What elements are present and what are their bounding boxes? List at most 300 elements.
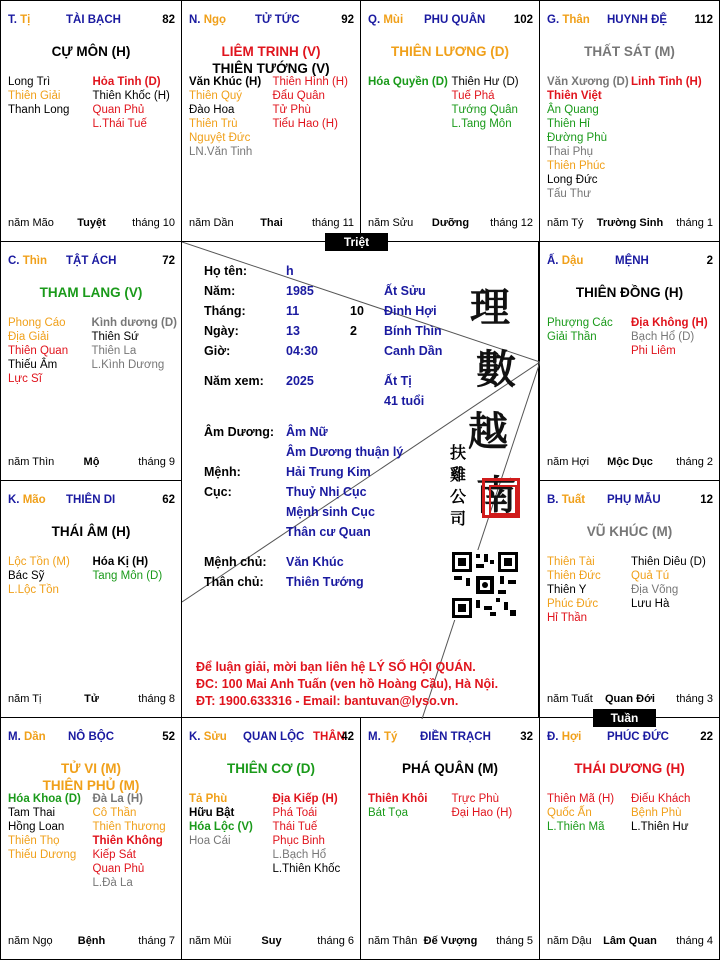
minor-star: Thiên Trù	[189, 118, 238, 130]
main-star: THẤT SÁT (M)	[584, 44, 675, 59]
palace-name: QUAN LỘC	[243, 731, 305, 743]
minor-star: L.Thiên Mã	[547, 821, 605, 833]
minor-star: Bạch Hổ (D)	[631, 331, 695, 343]
minor-star: Phá Toái	[272, 807, 318, 819]
palace-quan-loc[interactable]	[181, 717, 361, 960]
menh-chu-label: Mệnh chủ:	[204, 555, 267, 569]
qr-code[interactable]	[450, 550, 520, 620]
minor-star: Địa Võng	[631, 584, 679, 596]
minor-star: L.Kình Dương	[91, 359, 165, 371]
main-star: VŨ KHÚC (M)	[586, 524, 673, 539]
day-value: 13	[286, 324, 300, 338]
main-stars	[1, 523, 181, 540]
palace-footer	[547, 935, 713, 949]
palace-number: 102	[513, 14, 533, 26]
palace-stage: Mộc Dục	[607, 456, 653, 468]
minor-star: Kình dương (D)	[91, 317, 177, 329]
minor-star: Hóa Quyền (D)	[368, 76, 448, 88]
minor-star: Thiên Diêu (D)	[631, 556, 706, 568]
main-stars	[540, 284, 719, 301]
palace-footer	[8, 456, 175, 470]
minor-stars	[547, 555, 715, 625]
right-star-column	[273, 792, 357, 876]
main-stars	[1, 284, 181, 301]
palace-name: PHỤ MẪU	[607, 494, 661, 506]
minor-star: Địa Kiếp (H)	[272, 793, 338, 805]
name-value: h	[286, 264, 294, 278]
minor-star: Thiên Quý	[189, 90, 243, 102]
palace-header	[189, 14, 354, 30]
main-stars	[361, 43, 539, 60]
palace-phu-quan[interactable]	[360, 0, 540, 242]
palace-year: năm Tuất	[547, 693, 593, 705]
logo-char-3: 越	[468, 408, 508, 455]
palace-month: tháng 3	[676, 693, 713, 705]
minor-stars	[8, 75, 177, 131]
minor-star: L.Đà La	[92, 877, 133, 889]
palace-header	[8, 255, 175, 271]
logo-char-2: 數	[476, 346, 516, 393]
contact-line-1: Để luận giải, mời bạn liên hệ LÝ SỐ HỘI QUÁN.	[196, 660, 476, 674]
main-star: THIÊN TƯỚNG (V)	[212, 61, 330, 76]
right-star-column	[93, 75, 178, 131]
palace-month: tháng 7	[138, 935, 175, 947]
palace-stage: Tuyệt	[77, 217, 106, 229]
palace-branch: B. Tuất	[547, 494, 586, 506]
year-value: 1985	[286, 284, 314, 298]
minor-star: Thiên Đức	[547, 570, 601, 582]
minor-star: Hỉ Thần	[547, 612, 588, 624]
main-stars	[182, 760, 360, 777]
minor-star: Giải Thần	[547, 331, 597, 343]
main-stars	[540, 760, 719, 777]
palace-name: ĐIỀN TRẠCH	[420, 731, 491, 743]
palace-number: 52	[162, 731, 175, 743]
cuc-label: Cục:	[204, 485, 232, 499]
palace-menh[interactable]	[539, 241, 720, 481]
minor-star: Thiên Y	[547, 584, 587, 596]
palace-thien-di[interactable]	[0, 480, 182, 718]
minor-star: Thái Tuế	[272, 821, 318, 833]
right-star-column	[93, 792, 178, 890]
palace-stage: Suy	[261, 935, 282, 947]
minor-star: Phúc Đức	[547, 598, 599, 610]
palace-than-marker: THÂN	[313, 731, 345, 743]
palace-header	[8, 14, 175, 30]
left-star-column	[189, 792, 273, 876]
minor-star: Thiên Hình (H)	[272, 76, 348, 88]
left-star-column	[547, 75, 631, 201]
tuan-marker: Tuần	[593, 709, 656, 727]
palace-header	[368, 731, 533, 747]
minor-stars	[8, 316, 177, 386]
minor-star: Tang Môn (D)	[92, 570, 163, 582]
minor-star: Thiên La	[91, 345, 137, 357]
minor-star: L.Bạch Hổ	[272, 849, 327, 861]
left-star-column	[368, 75, 452, 131]
minor-star: Quan Phủ	[92, 863, 145, 875]
view-year-canchi: Ất Tị	[384, 374, 412, 388]
palace-year: năm Mùi	[189, 935, 232, 947]
menh-value: Hải Trung Kim	[286, 465, 371, 479]
contact-address: ĐC: 100 Mai Anh Tuấn (ven hồ Hoàng Cầu), Hà Nội.	[196, 677, 499, 691]
minor-star: Phong Cáo	[8, 317, 66, 329]
triet-marker: Triệt	[325, 233, 388, 251]
palace-branch: M. Tý	[368, 731, 398, 743]
left-star-column	[8, 555, 93, 597]
am-duong-value: Âm Nữ	[286, 425, 328, 439]
minor-star: Tả Phù	[189, 793, 228, 805]
main-star: THIÊN PHỦ (M)	[42, 778, 140, 793]
palace-stage: Tử	[84, 693, 99, 705]
minor-star: Thanh Long	[8, 104, 70, 116]
palace-footer	[547, 456, 713, 470]
day-label: Ngày:	[204, 324, 239, 338]
contact-phone-email[interactable]: ĐT: 1900.633316 - Email: bantuvan@lyso.vn.	[196, 694, 459, 708]
seal-char-2: 雞	[450, 465, 467, 484]
palace-huynh-de[interactable]	[539, 0, 720, 242]
than-chu-value: Thiên Tướng	[286, 575, 364, 589]
palace-footer	[8, 935, 175, 949]
minor-star: Bát Tọa	[368, 807, 409, 819]
minor-star: Thai Phụ	[547, 146, 594, 158]
minor-star: Tiểu Hao (H)	[272, 118, 338, 130]
day-canchi: Bính Thìn	[384, 324, 442, 338]
main-star: THÁI ÂM (H)	[51, 524, 131, 539]
minor-star: Thiên Mã (H)	[547, 793, 615, 805]
minor-star: Địa Không (H)	[631, 317, 708, 329]
palace-month: tháng 11	[311, 217, 354, 229]
palace-tai-bach[interactable]	[0, 0, 182, 242]
main-stars	[182, 43, 360, 77]
minor-star: Trực Phù	[451, 793, 500, 805]
right-star-column	[93, 555, 178, 597]
minor-star: Địa Giải	[8, 331, 49, 343]
palace-year: năm Thìn	[8, 456, 55, 468]
center-info-panel	[181, 241, 539, 718]
palace-number: 62	[162, 494, 175, 506]
palace-header	[547, 731, 713, 747]
minor-star: Văn Xương (D)	[547, 76, 629, 88]
palace-stage: Trường Sinh	[596, 217, 664, 229]
palace-month: tháng 6	[317, 935, 354, 947]
palace-number: 42	[341, 731, 354, 743]
minor-star: Phượng Các	[547, 317, 613, 329]
logo-char-1: 理	[470, 284, 510, 331]
minor-star: Long Trì	[8, 76, 51, 88]
palace-footer	[189, 217, 354, 231]
right-star-column	[452, 75, 536, 131]
seal-small-chars	[450, 442, 470, 530]
palace-footer	[368, 935, 533, 949]
minor-star: Hóa Khoa (D)	[8, 793, 81, 805]
palace-stage: Lâm Quan	[603, 935, 657, 947]
palace-stage: Thai	[260, 217, 283, 229]
minor-star: LN.Văn Tinh	[189, 146, 253, 158]
main-star: CỰ MÔN (H)	[51, 44, 131, 59]
minor-star: Thiên Tài	[547, 556, 595, 568]
minor-star: L.Thiên Khốc	[272, 863, 341, 875]
main-stars	[1, 760, 181, 794]
main-star: THIÊN CƠ (D)	[226, 761, 315, 776]
hour-label: Giờ:	[204, 344, 231, 358]
palace-month: tháng 4	[676, 935, 713, 947]
logo-char-4: 南	[476, 472, 516, 519]
day-lunar: 2	[350, 324, 357, 338]
minor-star: L.Lộc Tồn	[8, 584, 59, 596]
palace-branch: K. Mão	[8, 494, 46, 506]
left-star-column	[368, 792, 452, 820]
palace-name: TẬT ÁCH	[66, 255, 117, 267]
minor-star: Điếu Khách	[631, 793, 691, 805]
minor-stars	[189, 792, 356, 876]
minor-star: Thiên Không	[92, 835, 163, 847]
palace-phu-mau[interactable]	[539, 480, 720, 718]
palace-name: PHÚC ĐỨC	[607, 731, 669, 743]
palace-name: TÀI BẠCH	[66, 14, 121, 26]
palace-header	[8, 731, 175, 747]
main-star: LIÊM TRINH (V)	[221, 44, 321, 59]
palace-number: 12	[700, 494, 713, 506]
red-seal-stamp	[482, 478, 520, 518]
seal-char-3: 公	[450, 487, 467, 506]
month-label: Tháng:	[204, 304, 246, 318]
palace-header	[368, 14, 533, 30]
year-canchi: Ất Sửu	[384, 284, 426, 298]
minor-star: Thiên Sứ	[91, 331, 139, 343]
month-canchi: Đinh Hợi	[384, 304, 437, 318]
minor-star: Thiên Thọ	[8, 835, 60, 847]
right-star-column	[631, 555, 715, 625]
palace-stage: Đế Vượng	[423, 935, 478, 947]
cuc-value: Thuỷ Nhị Cục	[286, 485, 367, 499]
palace-number: 82	[162, 14, 175, 26]
palace-year: năm Mão	[8, 217, 54, 229]
palace-number: 22	[700, 731, 713, 743]
minor-star: Hóa Lộc (V)	[189, 821, 253, 833]
palace-branch: G. Thân	[547, 14, 590, 26]
minor-stars	[547, 75, 715, 201]
minor-star: Thiên Quan	[8, 345, 69, 357]
minor-star: Đại Hao (H)	[451, 807, 513, 819]
palace-footer	[547, 217, 713, 231]
palace-year: năm Dậu	[547, 935, 592, 947]
palace-year: năm Dần	[189, 217, 234, 229]
minor-star: Thiên Khốc (H)	[92, 90, 170, 102]
minor-star: Đào Hoa	[189, 104, 235, 116]
minor-star: Tam Thai	[8, 807, 56, 819]
left-star-column	[547, 316, 631, 358]
left-star-column	[8, 316, 92, 386]
right-star-column	[631, 316, 715, 358]
menh-chu-value: Văn Khúc	[286, 555, 344, 569]
minor-star: Quan Phủ	[92, 104, 145, 116]
minor-stars	[8, 792, 177, 890]
palace-branch: Đ. Hợi	[547, 731, 582, 743]
palace-header	[547, 494, 713, 510]
minor-star: Thiên Hư (D)	[451, 76, 519, 88]
palace-month: tháng 9	[138, 456, 175, 468]
year-label: Năm:	[204, 284, 236, 298]
palace-tu-tuc[interactable]	[181, 0, 361, 242]
palace-stage: Mộ	[83, 456, 100, 468]
main-star: THIÊN LƯƠNG (D)	[391, 44, 509, 59]
minor-star: Bác Sỹ	[8, 570, 45, 582]
menh-label: Mệnh:	[204, 465, 241, 479]
palace-header	[547, 255, 713, 271]
palace-stage: Quan Đới	[605, 693, 655, 705]
seal-char-4: 司	[450, 509, 467, 528]
main-stars	[540, 43, 719, 60]
palace-name: MỆNH	[615, 255, 649, 267]
minor-stars	[547, 316, 715, 358]
palace-no-boc[interactable]	[0, 717, 182, 960]
minor-star: Thiên Việt	[547, 90, 602, 102]
minor-star: Cô Thần	[92, 807, 137, 819]
minor-star: Hữu Bật	[189, 807, 235, 819]
palace-name: HUYNH ĐỆ	[607, 14, 668, 26]
palace-dien-trach[interactable]	[360, 717, 540, 960]
left-star-column	[547, 792, 631, 834]
right-star-column	[631, 792, 715, 834]
minor-star: Bệnh Phù	[631, 807, 682, 819]
minor-star: Linh Tinh (H)	[631, 76, 702, 88]
palace-year: năm Tý	[547, 217, 584, 229]
minor-star: Lưu Hà	[631, 598, 670, 610]
palace-header	[8, 494, 175, 510]
minor-star: Kiếp Sát	[92, 849, 136, 861]
age-value: 41 tuổi	[384, 394, 425, 408]
minor-star: Văn Khúc (H)	[189, 76, 262, 88]
palace-month: tháng 5	[496, 935, 533, 947]
minor-star: Quả Tú	[631, 570, 670, 582]
main-stars	[1, 43, 181, 60]
seal-char-1: 扶	[450, 443, 467, 462]
palace-branch: Ấ. Dậu	[547, 255, 584, 267]
hour-canchi: Canh Dần	[384, 344, 443, 358]
palace-footer	[368, 217, 533, 231]
minor-star: Hoa Cái	[189, 835, 231, 847]
minor-star: Quốc Ấn	[547, 807, 592, 819]
minor-star: Thiếu Âm	[8, 359, 58, 371]
main-star: THÁI DƯƠNG (H)	[574, 761, 685, 776]
minor-stars	[8, 555, 177, 597]
palace-year: năm Ngọ	[8, 935, 53, 947]
minor-stars	[368, 75, 535, 131]
name-label: Họ tên:	[204, 264, 248, 278]
right-star-column	[273, 75, 357, 159]
am-duong-note: Âm Dương thuận lý	[286, 445, 404, 459]
left-star-column	[8, 75, 93, 131]
palace-branch: K. Sửu	[189, 731, 227, 743]
palace-branch: Q. Mùi	[368, 14, 404, 26]
main-star: THIÊN ĐỒNG (H)	[575, 285, 684, 300]
palace-name: NÔ BỘC	[68, 731, 114, 743]
palace-tat-ach[interactable]	[0, 241, 182, 481]
minor-star: Đà La (H)	[92, 793, 143, 805]
minor-star: Lực Sĩ	[8, 373, 42, 385]
palace-branch: C. Thìn	[8, 255, 47, 267]
palace-footer	[547, 693, 713, 707]
right-star-column	[92, 316, 177, 386]
month-value: 11	[286, 304, 300, 318]
minor-star: Đẩu Quân	[272, 90, 325, 102]
minor-star: Tấu Thư	[547, 188, 591, 200]
minor-star: Thiên Thương	[92, 821, 166, 833]
minor-star: Thiên Hỉ	[547, 118, 590, 130]
palace-year: năm Thân	[368, 935, 418, 947]
palace-month: tháng 12	[490, 217, 533, 229]
minor-star: Tử Phù	[272, 104, 311, 116]
palace-phuc-duc[interactable]	[539, 717, 720, 960]
minor-star: Tuế Phá	[451, 90, 495, 102]
palace-number: 92	[341, 14, 354, 26]
minor-stars	[368, 792, 535, 820]
palace-month: tháng 2	[676, 456, 713, 468]
palace-name: THIÊN DI	[66, 494, 116, 506]
main-stars	[540, 523, 719, 540]
minor-star: Đường Phù	[547, 132, 607, 144]
minor-star: Nguyệt Đức	[189, 132, 251, 144]
than-chu-label: Thân chủ:	[204, 575, 264, 589]
minor-star: Phi Liêm	[631, 345, 676, 357]
main-star: PHÁ QUÂN (M)	[402, 761, 498, 776]
minor-star: Hỏa Tinh (D)	[92, 76, 161, 88]
palace-year: năm Sửu	[368, 217, 414, 229]
palace-number: 2	[706, 255, 713, 267]
minor-star: Thiên Phúc	[547, 160, 606, 172]
palace-year: năm Tị	[8, 693, 42, 705]
main-star: THAM LANG (V)	[39, 285, 143, 300]
palace-branch: N. Ngọ	[189, 14, 227, 26]
minor-star: Phục Binh	[272, 835, 325, 847]
minor-star: Hồng Loan	[8, 821, 65, 833]
palace-footer	[189, 935, 354, 949]
palace-name: TỬ TỨC	[255, 14, 300, 26]
palace-footer	[8, 217, 175, 231]
palace-month: tháng 10	[132, 217, 175, 229]
palace-stage: Dưỡng	[431, 217, 470, 229]
view-year-label: Năm xem:	[204, 374, 264, 388]
left-star-column	[8, 792, 93, 890]
cuc-relation: Mệnh sinh Cục	[286, 505, 375, 519]
minor-stars	[189, 75, 356, 159]
palace-branch: M. Dần	[8, 731, 46, 743]
minor-star: Long Đức	[547, 174, 598, 186]
minor-star: Thiên Giải	[8, 90, 61, 102]
minor-star: L.Tang Môn	[451, 118, 512, 130]
palace-name: PHU QUÂN	[424, 14, 486, 26]
minor-stars	[547, 792, 715, 834]
palace-number: 72	[162, 255, 175, 267]
hour-value: 04:30	[286, 344, 318, 358]
palace-stage: Bệnh	[77, 935, 106, 947]
palace-number: 32	[520, 731, 533, 743]
minor-star: Thiếu Dương	[8, 849, 77, 861]
view-year-value: 2025	[286, 374, 314, 388]
month-lunar: 10	[350, 304, 364, 318]
left-star-column	[547, 555, 631, 625]
minor-star: Hóa Kị (H)	[92, 556, 149, 568]
minor-star: L.Thái Tuế	[92, 118, 147, 130]
palace-footer	[8, 693, 175, 707]
right-star-column	[452, 792, 536, 820]
palace-year: năm Hợi	[547, 456, 590, 468]
palace-branch: T. Tị	[8, 14, 31, 26]
palace-header	[547, 14, 713, 30]
palace-header	[189, 731, 354, 747]
palace-number: 112	[694, 14, 713, 26]
